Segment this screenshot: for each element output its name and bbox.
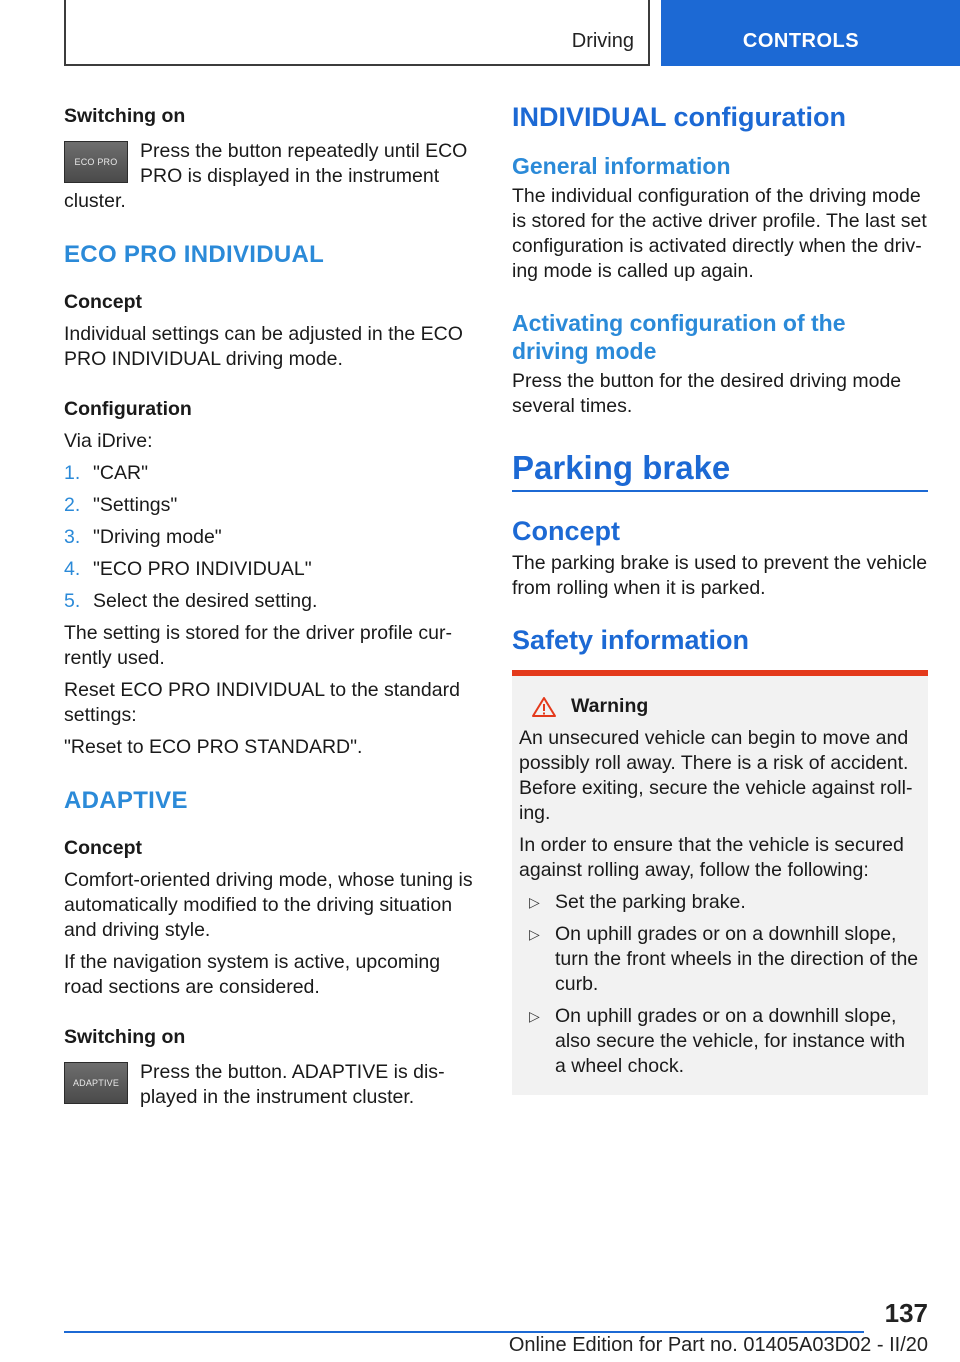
adaptive-button-image xyxy=(64,1062,128,1104)
concept-heading: Concept xyxy=(64,291,142,313)
reset-value: "Reset to ECO PRO STANDARD". xyxy=(64,736,363,758)
general-info-text: The individual configuration of the driving mode is stored for the active driver profile. The last set configuration is activated directly when the driving mode is called up again. xyxy=(512,185,927,282)
configuration-intro: Via iDrive: xyxy=(64,430,153,452)
activating-config-heading: Activating configuration of the driving mode xyxy=(512,310,846,364)
edition-text: Online Edition for Part no. 01405A03D02 - II/20 xyxy=(508,1334,928,1356)
adaptive-heading: ADAPTIVE xyxy=(64,787,188,814)
concept-text: Individual settings can be adjusted in the ECO PRO INDIVIDUAL driving mode. xyxy=(64,323,463,370)
step-item: 4. "ECO PRO INDIVIDUAL" xyxy=(64,558,312,580)
adaptive-nav-text: If the navigation system is active, upcoming road sections are considered. xyxy=(64,951,441,998)
warning-bullet: ▷ On uphill grades or on a downhill slope, turn the front wheels in the direction of the curb. xyxy=(529,923,919,995)
eco-pro-individual-heading: ECO PRO INDIVIDUAL xyxy=(64,241,325,268)
configuration-steps xyxy=(64,461,478,614)
reset-text: Reset ECO PRO INDIVIDUAL to the standard settings: xyxy=(64,679,460,726)
eco-pro-switch-block xyxy=(64,139,478,214)
section-label: Driving xyxy=(571,30,634,52)
warning-title: Warning xyxy=(571,695,649,717)
eco-pro-button-image xyxy=(64,141,128,183)
warning-title-row xyxy=(519,694,920,719)
footer-text xyxy=(509,1334,928,1357)
warning-triangle-icon xyxy=(531,696,557,718)
parking-brake-title: Parking brake xyxy=(512,449,731,486)
warning-text-2: In order to ensure that the vehicle is secured against rolling away, follow the following: xyxy=(519,834,904,881)
general-info-heading: General information xyxy=(512,153,731,179)
title-divider xyxy=(512,490,928,492)
step-item: 3. "Driving mode" xyxy=(64,526,222,548)
warning-bullet: ▷ On uphill grades or on a downhill slope, also secure the vehicle, for instance with a wheel chock. xyxy=(529,1005,906,1077)
safety-info-heading: Safety information xyxy=(512,625,750,655)
activating-config-text: Press the button for the desired driving mode several times. xyxy=(512,370,902,417)
stored-text: The setting is stored for the driver profile currently used. xyxy=(64,622,452,669)
left-column xyxy=(64,100,478,1110)
page-number: 137 xyxy=(884,1298,928,1328)
parking-concept-heading: Concept xyxy=(512,516,620,546)
triangle-bullet-icon: ▷ xyxy=(529,1008,540,1024)
warning-box xyxy=(512,670,928,1095)
adaptive-button-label: ADAPTIVE xyxy=(72,1078,120,1088)
adaptive-concept-text: Comfort-oriented driving mode, whose tuning is automatically modified to the driving situation and driving style. xyxy=(64,869,473,941)
footer-divider xyxy=(64,1331,864,1333)
section-tab xyxy=(64,0,650,66)
switching-on-heading: Switching on xyxy=(64,105,186,127)
individual-config-heading: INDIVIDUAL configuration xyxy=(512,102,846,132)
chapter-label: CONTROLS xyxy=(742,30,860,52)
step-item: 5. Select the desired setting. xyxy=(64,590,318,612)
configuration-heading: Configuration xyxy=(64,398,192,420)
step-item: 1. "CAR" xyxy=(64,462,149,484)
triangle-bullet-icon: ▷ xyxy=(529,926,540,942)
step-item: 2. "Settings" xyxy=(64,494,178,516)
chapter-tab xyxy=(661,0,960,66)
eco-pro-button-label: ECO PRO xyxy=(74,157,118,167)
warning-bullet: ▷ Set the parking brake. xyxy=(529,891,746,913)
triangle-bullet-icon: ▷ xyxy=(529,894,540,910)
warning-text-1: An unsecured vehicle can begin to move and possibly roll away. There is a risk of accident. Before exiting, secure the vehicle against rolling. xyxy=(519,727,913,824)
adaptive-switch-block xyxy=(64,1060,478,1110)
adaptive-switching-heading: Switching on xyxy=(64,1026,186,1048)
parking-concept-text: The parking brake is used to prevent the vehicle from rolling when it is parked. xyxy=(512,552,928,599)
right-column xyxy=(512,100,928,1095)
page-header xyxy=(0,0,960,66)
adaptive-switch-text: Press the button. ADAPTIVE is displayed in the instrument cluster. xyxy=(140,1061,445,1108)
warning-bullets xyxy=(519,890,920,1079)
eco-pro-switch-text: Press the button repeatedly until ECO PRO is displayed in the instrument cluster. xyxy=(64,140,468,212)
adaptive-concept-heading: Concept xyxy=(64,837,142,859)
